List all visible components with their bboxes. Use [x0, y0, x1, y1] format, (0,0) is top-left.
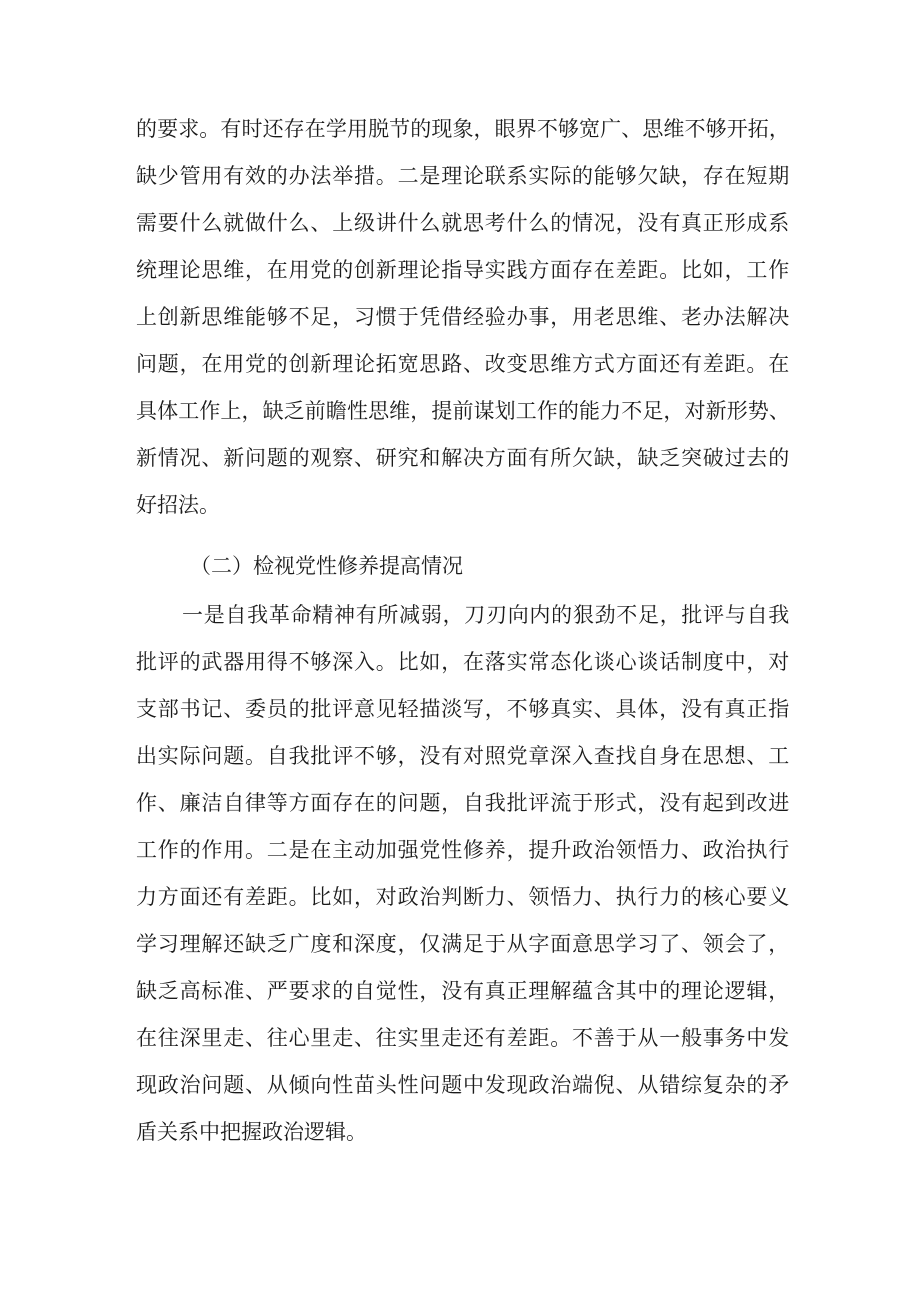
paragraph-1-line-1: 的要求。有时还存在学用脱节的现象，眼界不够宽广、思维不够开拓，	[136, 117, 790, 141]
paragraph-1-line-8: 新情况、新问题的观察、研究和解决方面有所欠缺，缺乏突破过去的	[136, 446, 790, 470]
paragraph-2-line-3: 支部书记、委员的批评意见轻描淡写，不够真实、具体，没有真正指	[136, 697, 790, 721]
paragraph-1-line-7: 具体工作上，缺乏前瞻性思维，提前谋划工作的能力不足，对新形势、	[136, 399, 790, 423]
paragraph-2-line-9: 缺乏高标准、严要求的自觉性，没有真正理解蕴含其中的理论逻辑，	[136, 979, 790, 1003]
paragraph-1-line-5: 上创新思维能够不足，习惯于凭借经验办事，用老思维、老办法解决	[136, 305, 790, 329]
paragraph-2-line-7: 力方面还有差距。比如，对政治判断力、领悟力、执行力的核心要义	[136, 885, 790, 909]
paragraph-2-line-11: 现政治问题、从倾向性苗头性问题中发现政治端倪、从错综复杂的矛	[136, 1073, 790, 1097]
paragraph-1-line-4: 统理论思维，在用党的创新理论指导实践方面存在差距。比如，工作	[136, 258, 790, 282]
section-heading: （二）检视党性修养提高情况	[190, 554, 463, 578]
paragraph-2-line-4: 出实际问题。自我批评不够，没有对照党章深入查找自身在思想、工	[136, 744, 790, 768]
paragraph-2-line-5: 作、廉洁自律等方面存在的问题，自我批评流于形式，没有起到改进	[136, 791, 790, 815]
paragraph-2-line-1: 一是自我革命精神有所减弱，刀刃向内的狠劲不足，批评与自我	[182, 603, 790, 627]
paragraph-1-line-6: 问题，在用党的创新理论拓宽思路、改变思维方式方面还有差距。在	[136, 352, 790, 376]
paragraph-2-line-12: 盾关系中把握政治逻辑。	[136, 1120, 367, 1144]
paragraph-2-line-10: 在往深里走、往心里走、往实里走还有差距。不善于从一般事务中发	[136, 1026, 790, 1050]
paragraph-1-line-9: 好招法。	[136, 493, 220, 517]
paragraph-2-line-2: 批评的武器用得不够深入。比如，在落实常态化谈心谈话制度中，对	[136, 650, 790, 674]
paragraph-2-line-8: 学习理解还缺乏广度和深度，仅满足于从字面意思学习了、领会了，	[136, 932, 790, 956]
paragraph-1-line-3: 需要什么就做什么、上级讲什么就思考什么的情况，没有真正形成系	[136, 211, 790, 235]
paragraph-1-line-2: 缺少管用有效的办法举措。二是理论联系实际的能够欠缺，存在短期	[136, 164, 790, 188]
paragraph-2-line-6: 工作的作用。二是在主动加强党性修养，提升政治领悟力、政治执行	[136, 838, 790, 862]
